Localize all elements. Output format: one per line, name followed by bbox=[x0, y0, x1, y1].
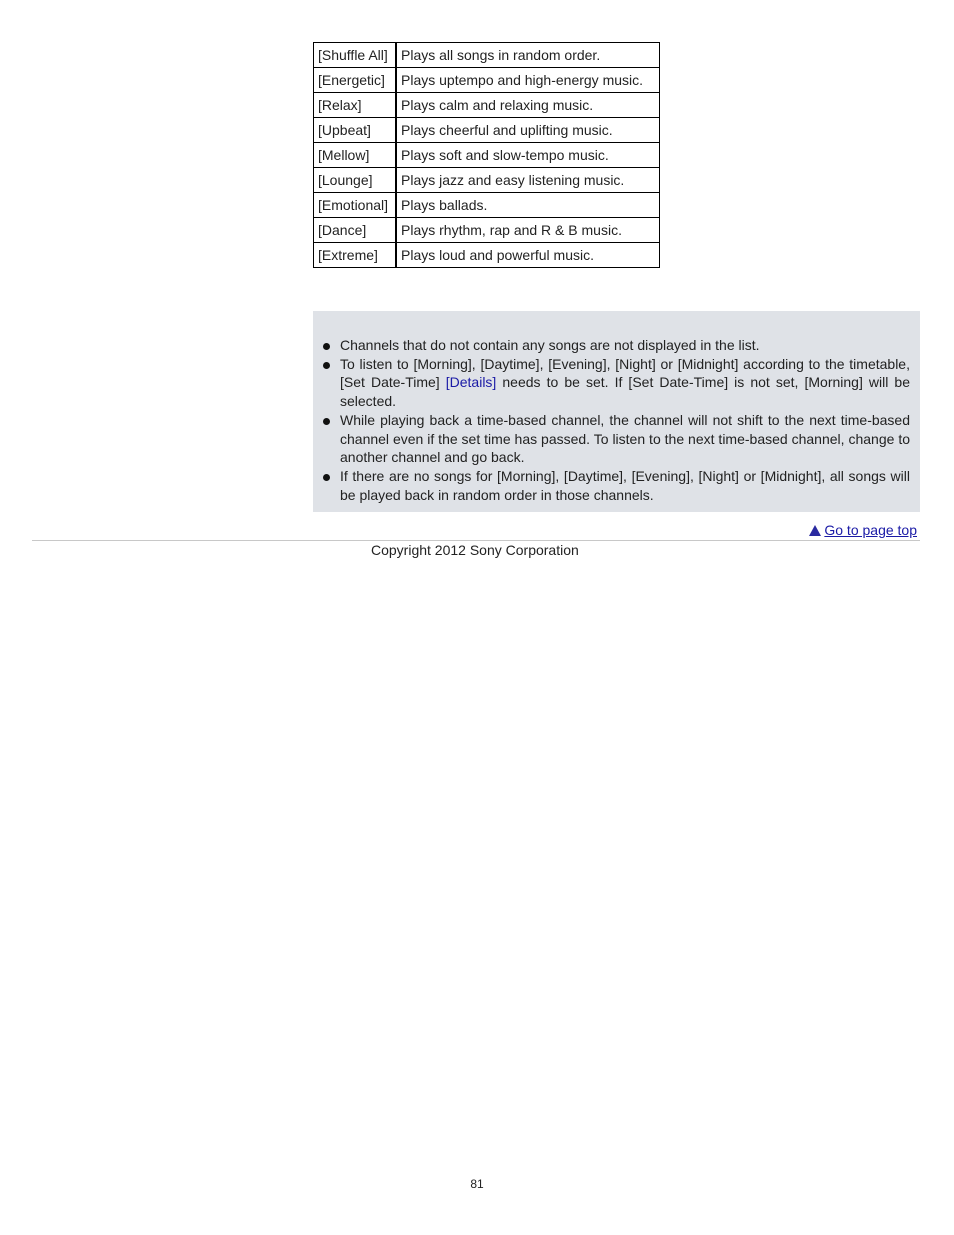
note-text: While playing back a time-based channel, the channel will not shift to the next time-based channel even if the set time has passed. To listen to the next time-based channel, change to another channel and go back. bbox=[340, 411, 910, 466]
bullet-icon bbox=[323, 418, 330, 425]
channel-name: [Emotional] bbox=[314, 193, 397, 218]
channel-description: Plays cheerful and uplifting music. bbox=[396, 118, 660, 143]
table-row bbox=[314, 68, 660, 93]
channel-description: Plays jazz and easy listening music. bbox=[396, 168, 660, 193]
channel-description: Plays soft and slow-tempo music. bbox=[396, 143, 660, 168]
note-box bbox=[313, 311, 920, 512]
table-row bbox=[314, 218, 660, 243]
table-row bbox=[314, 43, 660, 68]
channel-description: Plays loud and powerful music. bbox=[396, 243, 660, 268]
list-item bbox=[313, 411, 920, 467]
channel-description: Plays rhythm, rap and R & B music. bbox=[396, 218, 660, 243]
page-number: 81 bbox=[470, 1177, 484, 1191]
table-row bbox=[314, 243, 660, 268]
note-text: Channels that do not contain any songs are not displayed in the list. bbox=[340, 337, 760, 353]
bullet-icon bbox=[323, 474, 330, 481]
table-row bbox=[314, 168, 660, 193]
note-text: needs to be set. If [Set Date-Time] is not set, [Morning] will be selected. bbox=[340, 374, 910, 410]
channel-name: [Lounge] bbox=[314, 168, 397, 193]
channel-name: [Extreme] bbox=[314, 243, 397, 268]
go-to-page-top-label: Go to page top bbox=[824, 522, 917, 538]
channel-description: Plays all songs in random order. bbox=[396, 43, 660, 68]
channel-name: [Mellow] bbox=[314, 143, 397, 168]
channel-name: [Upbeat] bbox=[314, 118, 397, 143]
footer-divider bbox=[32, 540, 920, 541]
list-item bbox=[313, 355, 920, 411]
channel-name: [Shuffle All] bbox=[314, 43, 397, 68]
channel-description: Plays ballads. bbox=[396, 193, 660, 218]
table-row bbox=[314, 143, 660, 168]
channel-name: [Energetic] bbox=[314, 68, 397, 93]
table-row bbox=[314, 118, 660, 143]
bullet-icon bbox=[323, 362, 330, 369]
triangle-up-icon bbox=[809, 525, 821, 536]
note-text: If there are no songs for [Morning], [Daytime], [Evening], [Night] or [Midnight], all songs will be played back in random order in those channels. bbox=[340, 467, 910, 503]
list-item bbox=[313, 467, 920, 504]
channel-name: [Dance] bbox=[314, 218, 397, 243]
copyright-text: Copyright 2012 Sony Corporation bbox=[371, 542, 579, 558]
channel-table bbox=[313, 42, 660, 268]
table-row bbox=[314, 193, 660, 218]
list-item bbox=[313, 336, 920, 355]
bullet-icon bbox=[323, 343, 330, 350]
channel-description: Plays calm and relaxing music. bbox=[396, 93, 660, 118]
go-to-page-top-link[interactable] bbox=[809, 522, 917, 538]
note-list bbox=[313, 336, 920, 504]
channel-description: Plays uptempo and high-energy music. bbox=[396, 68, 660, 93]
table-row bbox=[314, 93, 660, 118]
channel-name: [Relax] bbox=[314, 93, 397, 118]
note-text: To listen to [Morning], [Daytime], [Evening], [Night] or [Midnight] according to the timetable, [Set Date-Time] bbox=[340, 355, 910, 391]
details-link[interactable]: [Details] bbox=[445, 374, 497, 391]
